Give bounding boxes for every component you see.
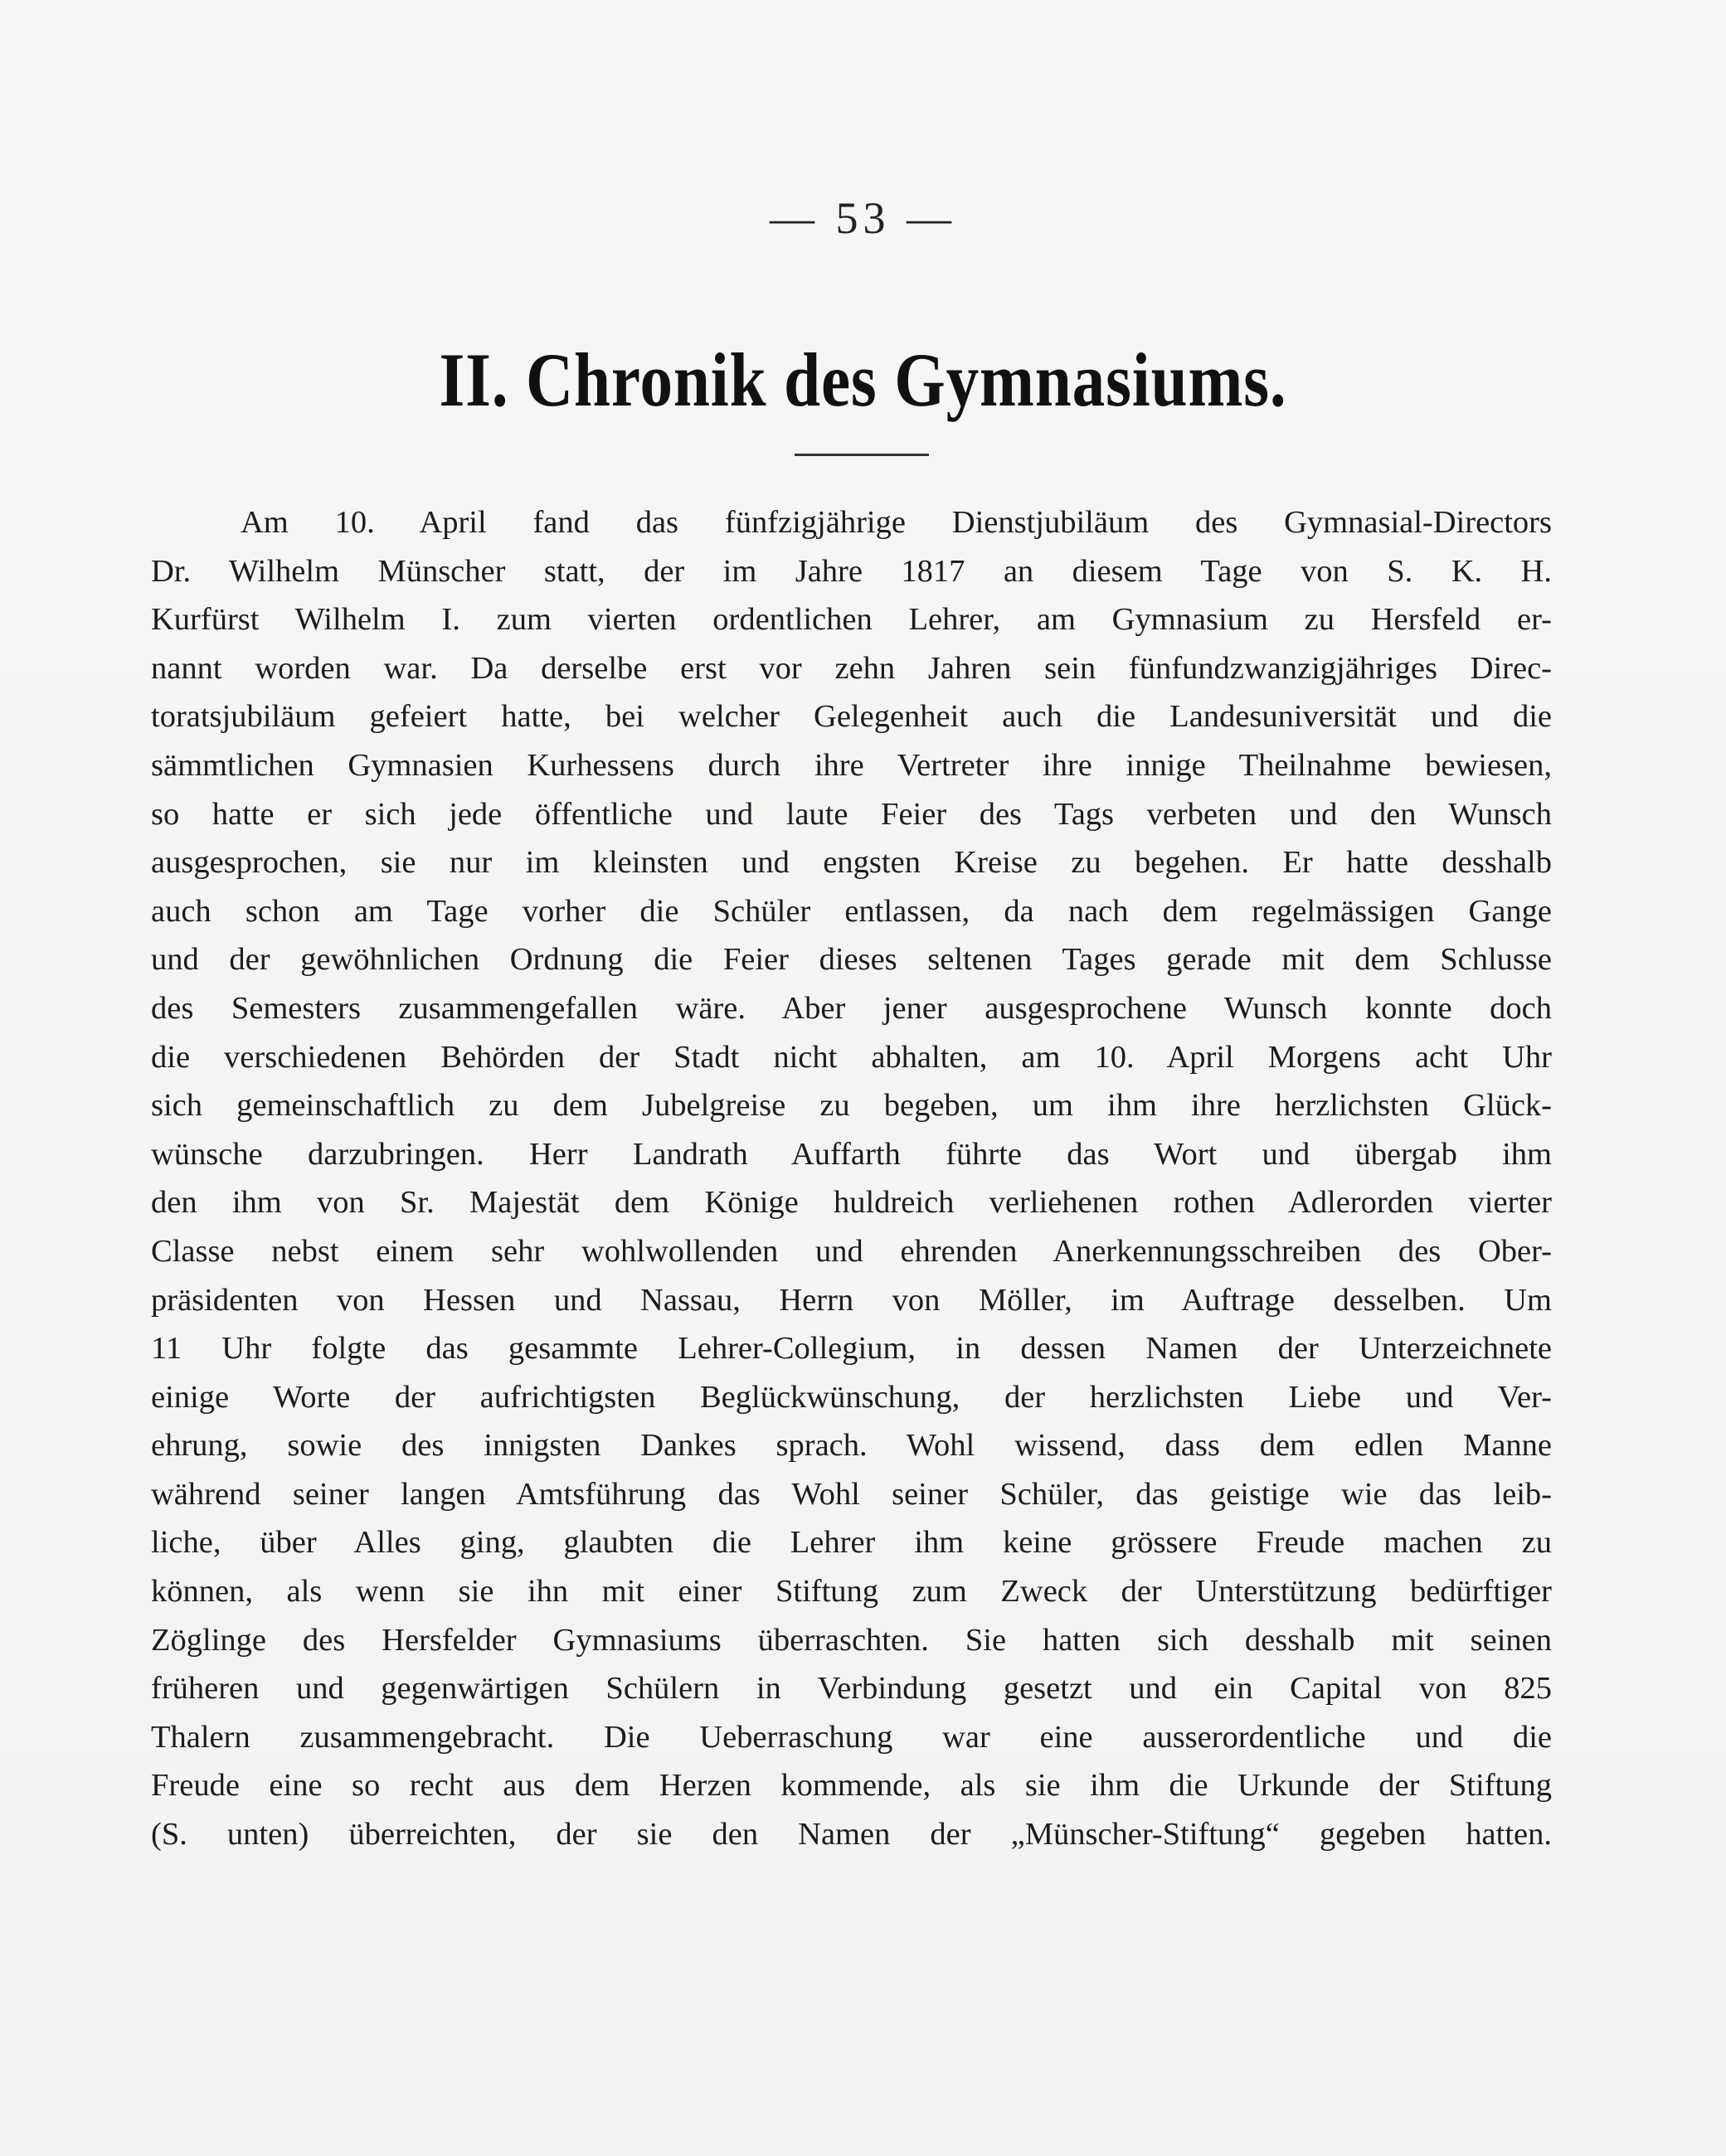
text-line: können, als wenn sie ihn mit einer Stiftung zum Zweck der Unterstützung bedürftiger xyxy=(151,1574,1552,1610)
text-line: auch schon am Tage vorher die Schüler entlassen, da nach dem regelmässigen Gange xyxy=(151,893,1552,929)
text-line: die verschiedenen Behörden der Stadt nicht abhalten, am 10. April Morgens acht Uhr xyxy=(151,1039,1552,1075)
text-line: früheren und gegenwärtigen Schülern in Verbindung gesetzt und ein Capital von 825 xyxy=(151,1671,1552,1707)
text-line: sich gemeinschaftlich zu dem Jubelgreise zu begeben, um ihm ihre herzlichsten Glück- xyxy=(151,1088,1552,1124)
text-line: einige Worte der aufrichtigsten Beglückwünschung, der herzlichsten Liebe und Ver- xyxy=(151,1379,1552,1415)
text-line: Dr. Wilhelm Münscher statt, der im Jahre 1817 an diesem Tage von S. K. H. xyxy=(151,553,1552,589)
text-line: toratsjubiläum gefeiert hatte, bei welcher Gelegenheit auch die Landesuniversität und die xyxy=(151,699,1552,735)
chapter-title: II. Chronik des Gymnasiums. xyxy=(439,337,1287,422)
title-rule xyxy=(795,454,929,456)
text-line: wünsche darzubringen. Herr Landrath Auffarth führte das Wort und übergab ihm xyxy=(151,1136,1552,1172)
text-line: des Semesters zusammengefallen wäre. Aber jener ausgesprochene Wunsch konnte doch xyxy=(151,990,1552,1026)
text-line: Am 10. April fand das fünfzigjährige Dienstjubiläum des Gymnasial-Directors xyxy=(241,505,1552,540)
text-line: liche, über Alles ging, glaubten die Lehrer ihm keine grössere Freude machen zu xyxy=(151,1525,1552,1561)
text-line: ehrung, sowie des innigsten Dankes sprach. Wohl wissend, dass dem edlen Manne xyxy=(151,1428,1552,1464)
text-line: und der gewöhnlichen Ordnung die Feier dieses seltenen Tages gerade mit dem Schlusse xyxy=(151,942,1552,978)
text-line: 11 Uhr folgte das gesammte Lehrer-Collegium, in dessen Namen der Unterzeichnete xyxy=(151,1331,1552,1367)
text-line: sämmtlichen Gymnasien Kurhessens durch ihre Vertreter ihre innige Theilnahme bewiesen, xyxy=(151,747,1552,783)
text-line: den ihm von Sr. Majestät dem Könige huldreich verliehenen rothen Adlerorden vierter xyxy=(151,1185,1552,1221)
text-line: Thalern zusammengebracht. Die Ueberraschung war eine ausserordentliche und die xyxy=(151,1719,1552,1755)
body-paragraph xyxy=(151,498,1552,1859)
text-line: während seiner langen Amtsführung das Wohl seiner Schüler, das geistige wie das leib- xyxy=(151,1476,1552,1512)
text-line: Classe nebst einem sehr wohlwollenden und ehrenden Anerkennungsschreiben des Ober- xyxy=(151,1233,1552,1269)
text-line: Freude eine so recht aus dem Herzen kommende, als sie ihm die Urkunde der Stiftung xyxy=(151,1768,1552,1804)
text-line: Zöglinge des Hersfelder Gymnasiums überraschten. Sie hatten sich desshalb mit seinen xyxy=(151,1622,1552,1658)
text-line: präsidenten von Hessen und Nassau, Herrn von Möller, im Auftrage desselben. Um xyxy=(151,1282,1552,1318)
page-number: — 53 — xyxy=(770,193,956,243)
text-line: ausgesprochen, sie nur im kleinsten und engsten Kreise zu begehen. Er hatte desshalb xyxy=(151,845,1552,881)
text-line: (S. unten) überreichten, der sie den Namen der „Münscher-Stiftung“ gegeben hatten. xyxy=(151,1817,1552,1853)
text-line: nannt worden war. Da derselbe erst vor zehn Jahren sein fünfundzwanzigjähriges Direc- xyxy=(151,650,1552,686)
text-line: Kurfürst Wilhelm I. zum vierten ordentlichen Lehrer, am Gymnasium zu Hersfeld er- xyxy=(151,602,1552,638)
text-line: so hatte er sich jede öffentliche und laute Feier des Tags verbeten und den Wunsch xyxy=(151,796,1552,832)
